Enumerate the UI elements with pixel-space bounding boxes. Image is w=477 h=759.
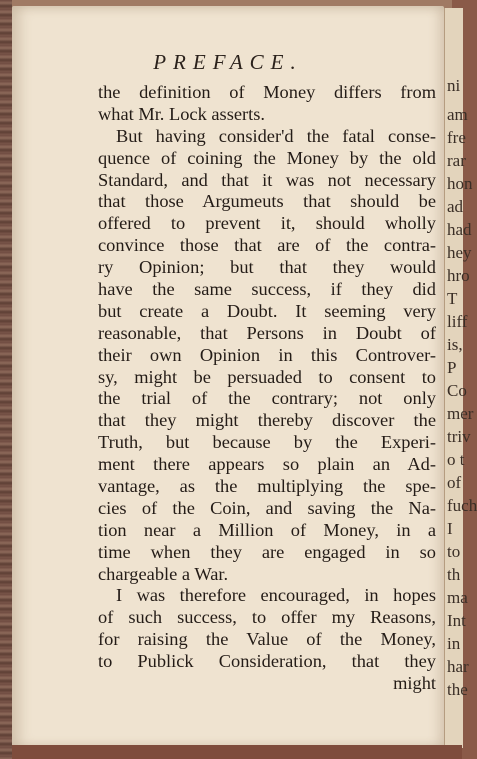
text-line: have the same success, if they did (98, 279, 436, 300)
facing-fragment: P (447, 358, 457, 377)
facing-fragment: is, (447, 335, 463, 354)
facing-fragment: ma (447, 588, 468, 607)
text-line: their own Opinion in this Controver- (98, 344, 436, 365)
text-line: Standard, and that it was not necessary (98, 169, 436, 190)
text-line: quence of coining the Money by the old (98, 147, 436, 168)
text-line: that those Argumeuts that should be (98, 191, 436, 212)
text-line: but create a Doubt. It seeming very (98, 300, 436, 321)
text-line: chargeable a War. (98, 563, 229, 584)
facing-fragment: in (447, 634, 461, 653)
facing-fragment: th (447, 565, 461, 584)
facing-fragment: fre (447, 128, 466, 147)
facing-fragment: of (447, 473, 462, 492)
facing-fragment: har (447, 657, 469, 676)
facing-fragment: o t (447, 450, 465, 469)
catchword: might (393, 673, 436, 694)
text-line: ry Opinion; but that they would (98, 257, 436, 278)
facing-fragment: liff (447, 312, 468, 331)
facing-fragment: T (447, 289, 458, 308)
facing-fragment: fuch (447, 496, 477, 515)
facing-fragment: ni (447, 76, 461, 95)
text-line: the definition of Money differs from (98, 82, 436, 102)
facing-fragment: Int (447, 611, 466, 630)
facing-fragment: mer (447, 404, 474, 423)
text-line: the trial of the contrary; not only (98, 388, 436, 409)
facing-fragment: hro (447, 266, 470, 285)
text-line: to Publick Consideration, that they (98, 651, 436, 672)
text-line: time when they are engaged in so (98, 541, 436, 562)
text-line: what Mr. Lock asserts. (98, 103, 266, 124)
text-line: cies of the Coin, and saving the Na- (98, 497, 436, 518)
facing-fragment: Co (447, 381, 467, 400)
text-line: that they might thereby discover the (98, 410, 436, 431)
body-text (98, 82, 436, 695)
text-line: sy, might be persuaded to consent to (98, 366, 436, 387)
facing-page-edge (444, 8, 477, 748)
text-line: offered to prevent it, should wholly (98, 213, 436, 234)
facing-fragment: had (447, 220, 472, 239)
text-line: reasonable, that Persons in Doubt of (98, 322, 436, 343)
facing-fragment: I (447, 519, 453, 538)
text-line: ment there appears so plain an Ad- (98, 454, 436, 475)
text-line: Truth, but because by the Experi- (98, 432, 436, 453)
text-line: tion near a Million of Money, in a (98, 519, 436, 540)
book-page (12, 6, 444, 748)
text-line: for raising the Value of the Money, (98, 629, 436, 650)
text-line: vantage, as the multiplying the spe- (98, 476, 436, 497)
facing-fragment: hon (447, 174, 473, 193)
text-line: I was therefore encouraged, in hopes (116, 585, 436, 606)
text-line: But having consider'd the fatal conse- (116, 125, 436, 146)
text-line: convince those that are of the contra- (98, 235, 436, 256)
facing-fragment: triv (447, 427, 471, 446)
facing-fragment: rar (447, 151, 466, 170)
facing-fragment: hey (447, 243, 472, 262)
facing-fragment: am (447, 105, 468, 124)
facing-fragment: the (447, 680, 468, 699)
page-bottom-edge (12, 745, 462, 759)
page-header: PREFACE. (153, 50, 303, 74)
text-line: of such success, to offer my Reasons, (98, 607, 436, 628)
facing-fragment: to (447, 542, 461, 561)
facing-fragment: ad (447, 197, 464, 216)
